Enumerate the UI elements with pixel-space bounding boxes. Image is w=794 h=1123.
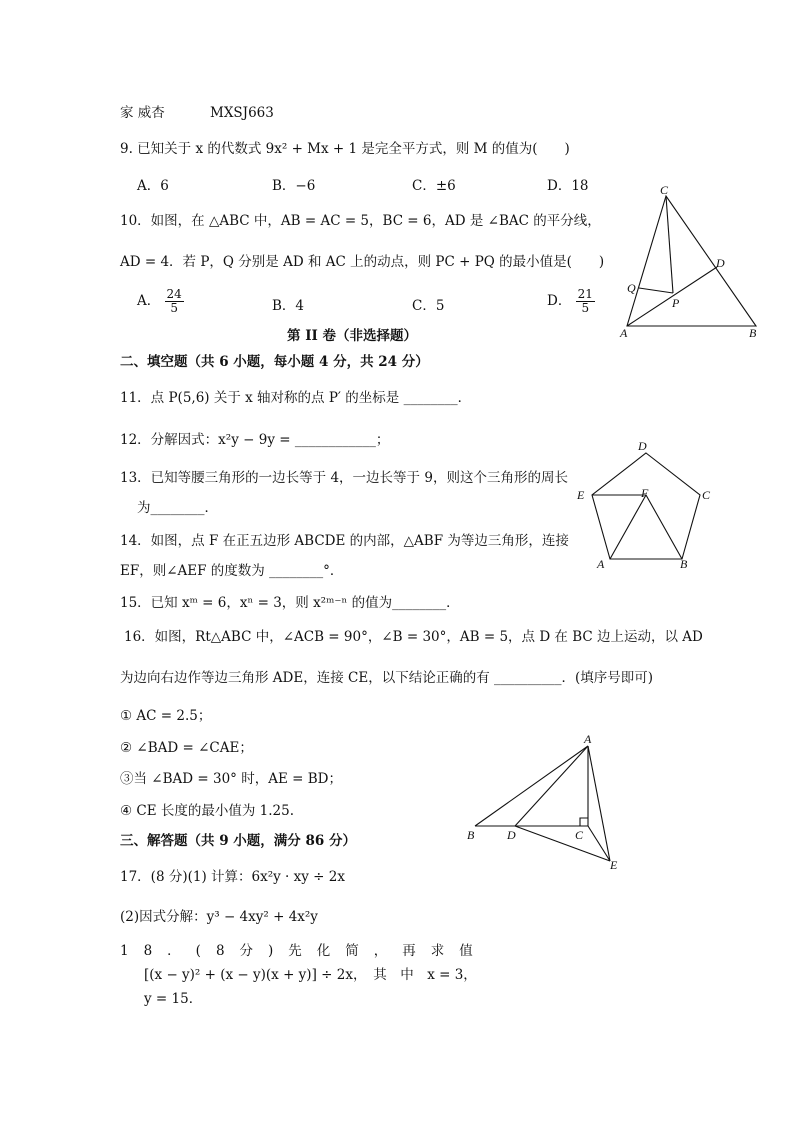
section2-title: 第 II 卷（非选择题） (287, 328, 418, 344)
doc-code: MXSJ663 (210, 105, 274, 121)
q10-line1: 10．如图，在 △ABC 中，AB = AC = 5，BC = 6，AD 是 ∠BAC 的平分线， (120, 213, 601, 229)
right-angle-mark (580, 818, 588, 826)
fig14-label-e: E (577, 488, 585, 502)
q17-line1: 17．(8 分)(1) 计算：6x²y · xy ÷ 2x (120, 869, 345, 885)
segment-af (610, 495, 646, 559)
solve-section-heading: 三、解答题（共 9 小题，满分 86 分） (120, 833, 356, 849)
q11-text: 11．点 P(5,6) 关于 x 轴对称的点 P′ 的坐标是 ________． (120, 390, 472, 406)
q16-item-4: ④ CE 长度的最小值为 1.25. (120, 803, 295, 819)
q13-line2: 为________． (137, 500, 218, 516)
q10-option-b: B．4 (272, 298, 305, 314)
segment-cp (666, 196, 673, 293)
q14-line1: 14．如图，点 F 在正五边形 ABCDE 的内部，△ABF 为等边三角形，连接 (120, 533, 569, 549)
q18-line2: [(x − y)² + (x − y)(x + y)] ÷ 2x， 其 中 x = 3， (144, 967, 477, 983)
q16-line2: 为边向右边作等边三角形 ADE，连接 CE，以下结论正确的有 __________．(填序号即可) (120, 670, 654, 686)
q10-option-c: C．5 (412, 298, 445, 314)
fig14-label-d: D (638, 439, 647, 453)
q13-line1: 13．已知等腰三角形的一边长等于 4，一边长等于 9，则这个三角形的周长 (120, 470, 568, 486)
q18-line1: 18．(8分)先化简，再求值 (120, 943, 488, 959)
q10-option-a: A． $\frac{24}{5}$ (137, 287, 182, 315)
fig14-label-f: F (641, 486, 649, 500)
segment-de (515, 826, 610, 861)
author-name: 家 威杏 (120, 105, 165, 121)
fig16-label-a: A (584, 732, 592, 746)
q10-option-d: D． $\frac{21}{5}$ (547, 287, 593, 315)
fig10-label-d: D (716, 256, 725, 270)
q10-line2: AD = 4．若 P，Q 分别是 AD 和 AC 上的动点，则 PC + PQ 的最小值是( ) (120, 254, 605, 270)
segment-qp (639, 288, 673, 293)
segment-ad (515, 746, 588, 826)
triangle-abc (627, 196, 756, 326)
segment-bf (646, 495, 682, 559)
q9-option-b: B．−6 (272, 178, 316, 194)
q9-option-d: D．18 (547, 178, 589, 194)
fig16-label-b: B (467, 828, 475, 842)
fig10-label-c: C (660, 183, 669, 197)
fig16-label-d: D (507, 828, 516, 842)
fig14-label-a: A (597, 557, 605, 570)
pentagon-abcde (592, 453, 700, 559)
q9-option-c: C．±6 (412, 178, 456, 194)
fig10-label-q: Q (627, 281, 636, 295)
q15-text: 15．已知 xᵐ = 6，xⁿ = 3，则 x²ᵐ⁻ⁿ 的值为________． (120, 595, 460, 611)
q12-text: 12．分解因式：x²y − 9y = ____________； (120, 432, 390, 448)
q10-option-a-fraction: $\frac{24}{5}$ (166, 287, 182, 315)
q9-stem: 9. 已知关于 x 的代数式 9x² + Mx + 1 是完全平方式，则 M 的值为( ) (120, 141, 570, 157)
fig14-label-c: C (702, 488, 711, 502)
q16-item-3: ③当 ∠BAD = 30° 时，AE = BD； (120, 771, 342, 787)
q9-option-a: A．6 (137, 178, 169, 194)
q18-line3: y = 15． (144, 991, 203, 1007)
fig10-label-p: P (672, 296, 680, 310)
q10-option-d-fraction: $\frac{21}{5}$ (577, 287, 593, 315)
q16-line1: 16．如图，Rt△ABC 中，∠ACB = 90°，∠B = 30°，AB = 5，点 D 在 BC 边上运动，以 AD (124, 629, 703, 645)
q14-line2: EF，则∠AEF 的度数为 ________°． (120, 563, 344, 579)
q14-pentagon-figure (570, 435, 720, 570)
fill-section-heading: 二、填空题（共 6 小题，每小题 4 分，共 24 分） (120, 354, 429, 370)
fig16-label-c: C (575, 828, 584, 842)
fig14-label-b: B (680, 557, 688, 570)
q17-line2: (2)因式分解：y³ − 4xy² + 4x²y (120, 909, 318, 925)
fig16-label-e: E (610, 858, 618, 872)
q10-triangle-figure (610, 180, 780, 345)
q16-item-1: ① AC = 2.5； (120, 708, 212, 724)
segment-ab (475, 746, 588, 826)
fig10-label-b: B (749, 326, 757, 340)
fig10-label-a: A (620, 326, 628, 340)
q16-item-2: ② ∠BAD = ∠CAE； (120, 740, 253, 756)
q16-triangle-figure (460, 728, 635, 876)
